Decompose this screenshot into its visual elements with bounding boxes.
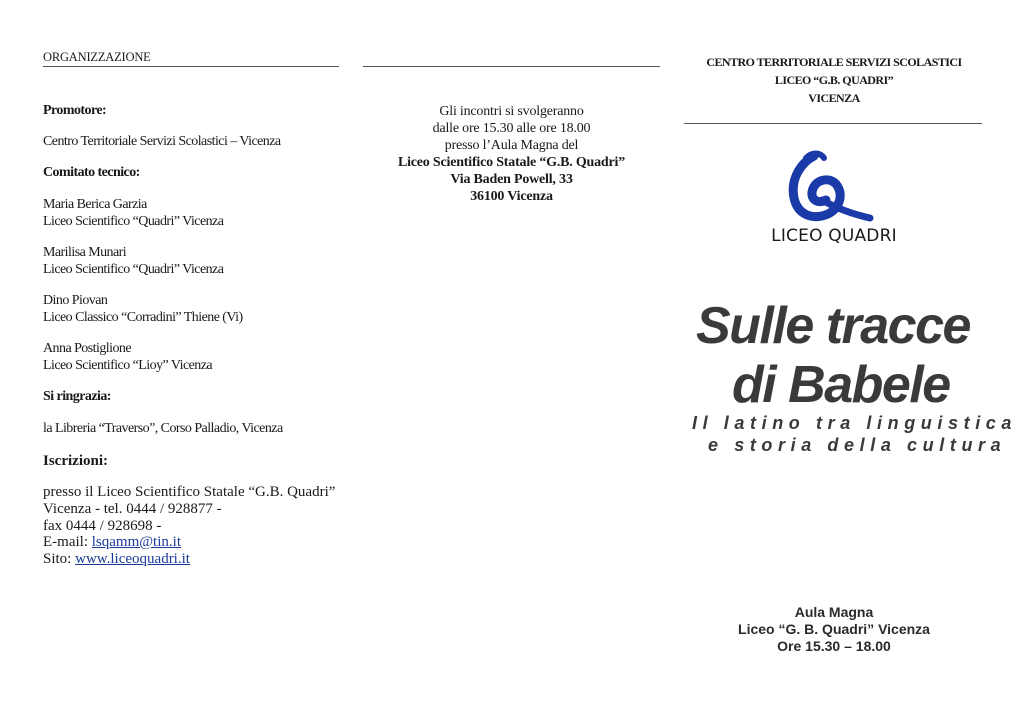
subtitle-line: Il latino tra linguistica bbox=[692, 413, 1018, 433]
ringrazia-label: Si ringrazia: bbox=[43, 389, 111, 404]
divider bbox=[363, 66, 660, 67]
info-line: Gli incontri si svolgeranno bbox=[439, 104, 584, 119]
venue-line: Liceo “G. B. Quadri” Vicenza bbox=[738, 621, 930, 637]
contact-line: fax 0444 / 928698 - bbox=[43, 518, 162, 534]
info-school: Liceo Scientifico Statale “G.B. Quadri” bbox=[397, 155, 626, 170]
email-line bbox=[43, 534, 181, 551]
title-line: di Babele bbox=[732, 356, 950, 414]
venue-info bbox=[684, 604, 984, 655]
site-link[interactable]: www.liceoquadri.it bbox=[75, 551, 190, 567]
member-school: Liceo Scientifico “Lioy” Vicenza bbox=[43, 358, 213, 373]
venue-line: Ore 15.30 – 18.00 bbox=[777, 638, 891, 654]
contact-line: Vicenza - tel. 0444 / 928877 - bbox=[43, 501, 222, 517]
member-school: Liceo Scientifico “Quadri” Vicenza bbox=[43, 262, 224, 277]
section-title: ORGANIZZAZIONE bbox=[43, 50, 339, 67]
member-name: Anna Postiglione bbox=[43, 341, 132, 356]
member-school: Liceo Classico “Corradini” Thiene (Vi) bbox=[43, 310, 243, 325]
info-line: dalle ore 15.30 alle ore 18.00 bbox=[432, 121, 591, 136]
member-name: Maria Berica Garzia bbox=[43, 197, 147, 212]
organizer-header bbox=[684, 53, 984, 107]
header-line: LICEO “G.B. QUADRI” bbox=[774, 73, 894, 87]
member-name: Dino Piovan bbox=[43, 293, 108, 308]
header-line: VICENZA bbox=[808, 91, 860, 105]
subtitle-line: e storia della cultura bbox=[708, 435, 1007, 455]
header-line: CENTRO TERRITORIALE SERVIZI SCOLASTICI bbox=[706, 55, 962, 69]
email-prefix: E-mail: bbox=[43, 534, 92, 550]
email-link[interactable]: lsqamm@tin.it bbox=[91, 534, 181, 550]
comitato-label: Comitato tecnico: bbox=[43, 165, 140, 180]
info-address: Via Baden Powell, 33 bbox=[450, 172, 573, 187]
site-line bbox=[43, 551, 190, 568]
left-column bbox=[43, 0, 339, 567]
member-name: Marilisa Munari bbox=[43, 245, 127, 260]
iscrizioni-label: Iscrizioni: bbox=[43, 453, 108, 469]
divider bbox=[684, 123, 982, 124]
middle-column bbox=[363, 0, 660, 204]
promotore-value: Centro Territoriale Servizi Scolastici – Vicenza bbox=[43, 134, 281, 149]
info-city: 36100 Vicenza bbox=[470, 189, 553, 204]
member-school: Liceo Scientifico “Quadri” Vicenza bbox=[43, 214, 224, 229]
venue-line: Aula Magna bbox=[794, 604, 874, 620]
event-info bbox=[363, 103, 660, 205]
contact-line: presso il Liceo Scientifico Statale “G.B. Quadri” bbox=[43, 484, 336, 500]
logo-text: LICEO QUADRI bbox=[771, 226, 897, 246]
ringrazia-value: la Libreria “Traverso”, Corso Palladio, Vicenza bbox=[43, 421, 283, 436]
info-line: presso l’Aula Magna del bbox=[444, 138, 579, 153]
site-prefix: Sito: bbox=[43, 551, 76, 567]
promotore-label: Promotore: bbox=[43, 103, 107, 118]
title-line: Sulle tracce bbox=[696, 297, 970, 355]
